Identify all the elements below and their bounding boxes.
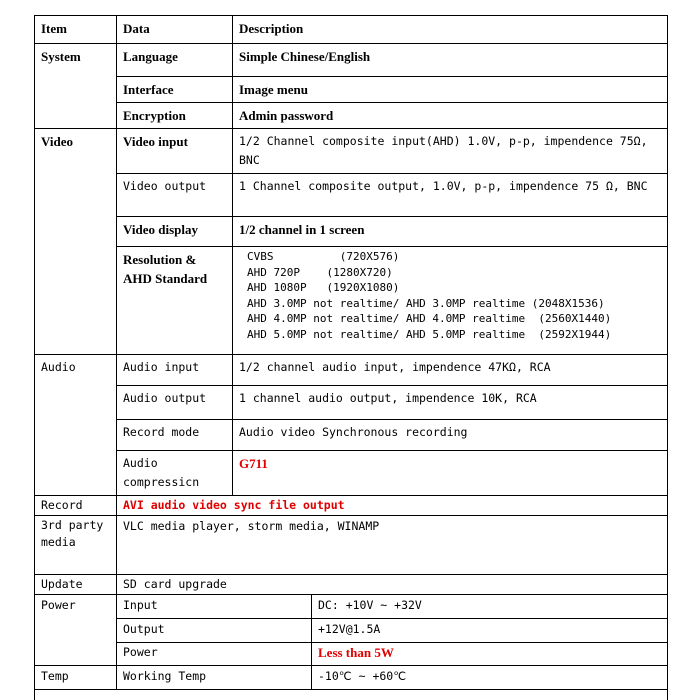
interface-label: Interface xyxy=(117,77,233,103)
table-row-empty xyxy=(35,690,668,700)
audio-input-label: Audio input xyxy=(117,355,233,386)
record-value: AVI audio video sync file output xyxy=(117,496,668,516)
audio-input-value: 1/2 channel audio input, impendence 47KΩ, RCA xyxy=(233,355,668,386)
audio-item: Audio xyxy=(35,355,117,496)
interface-value: Image menu xyxy=(233,77,668,103)
record-item: Record xyxy=(35,496,117,516)
temp-item: Temp xyxy=(35,666,117,690)
video-output-label: Video output xyxy=(117,174,233,217)
table-row xyxy=(35,643,668,666)
table-row xyxy=(35,174,668,217)
working-temp-value: -10℃ ~ +60℃ xyxy=(312,666,668,690)
empty-cell xyxy=(35,690,668,700)
language-value: Simple Chinese/English xyxy=(233,44,668,77)
table-row xyxy=(35,129,668,174)
table-row xyxy=(35,420,668,451)
update-item: Update xyxy=(35,575,117,595)
encryption-value: Admin password xyxy=(233,103,668,129)
table-row xyxy=(35,44,668,77)
third-party-value: VLC media player, storm media, WINAMP xyxy=(117,516,668,575)
audio-compression-value: G711 xyxy=(233,451,668,496)
resolution-line: CVBS (720X576) xyxy=(247,250,400,263)
power-input-value: DC: +10V ~ +32V xyxy=(312,595,668,619)
table-row xyxy=(35,451,668,496)
power-input-label: Input xyxy=(117,595,312,619)
encryption-label: Encryption xyxy=(117,103,233,129)
update-value: SD card upgrade xyxy=(117,575,668,595)
table-row xyxy=(35,386,668,420)
header-description: Description xyxy=(233,16,668,44)
audio-output-label: Audio output xyxy=(117,386,233,420)
resolution-line: AHD 5.0MP not realtime/ AHD 5.0MP realtime (2592X1944) xyxy=(247,327,612,341)
audio-compression-label: Audio compressicn xyxy=(117,451,233,496)
table-row xyxy=(35,619,668,643)
resolution-line: AHD 720P (1280X720) xyxy=(247,265,393,279)
audio-output-value: 1 channel audio output, impendence 10K, RCA xyxy=(233,386,668,420)
third-party-item: 3rd party media xyxy=(35,516,117,575)
system-item: System xyxy=(35,44,117,129)
video-output-value: 1 Channel composite output, 1.0V, p-p, impendence 75 Ω, BNC xyxy=(233,174,668,217)
power-power-value: Less than 5W xyxy=(312,643,668,666)
table-row xyxy=(35,496,668,516)
table-row xyxy=(35,77,668,103)
video-input-value: 1/2 Channel composite input(AHD) 1.0V, p-p, impendence 75Ω, BNC xyxy=(233,129,668,174)
record-mode-value: Audio video Synchronous recording xyxy=(233,420,668,451)
resolution-line: AHD 1080P (1920X1080) xyxy=(247,281,400,294)
power-item: Power xyxy=(35,595,117,666)
power-output-value: +12V@1.5A xyxy=(312,619,668,643)
table-row xyxy=(35,217,668,247)
language-label: Language xyxy=(117,44,233,77)
header-row xyxy=(35,16,668,44)
resolution-list xyxy=(233,247,668,355)
resolution-line: AHD 3.0MP not realtime/ AHD 3.0MP realtime (2048X1536) xyxy=(247,296,605,310)
video-display-value: 1/2 channel in 1 screen xyxy=(233,217,668,247)
header-item: Item xyxy=(35,16,117,44)
table-row xyxy=(35,575,668,595)
table-row xyxy=(35,355,668,386)
table-row xyxy=(35,666,668,690)
video-display-label: Video display xyxy=(117,217,233,247)
table-row xyxy=(35,595,668,619)
record-mode-label: Record mode xyxy=(117,420,233,451)
video-item: Video xyxy=(35,129,117,355)
table-row xyxy=(35,103,668,129)
resolution-line: AHD 4.0MP not realtime/ AHD 4.0MP realtime (2560X1440) xyxy=(247,312,612,325)
table-row xyxy=(35,516,668,575)
table-row xyxy=(35,247,668,355)
power-power-label: Power xyxy=(117,643,312,666)
power-output-label: Output xyxy=(117,619,312,643)
working-temp-label: Working Temp xyxy=(117,666,312,690)
spec-table xyxy=(34,15,668,700)
resolution-label: Resolution & AHD Standard xyxy=(117,247,233,355)
video-input-label: Video input xyxy=(117,129,233,174)
header-data: Data xyxy=(117,16,233,44)
